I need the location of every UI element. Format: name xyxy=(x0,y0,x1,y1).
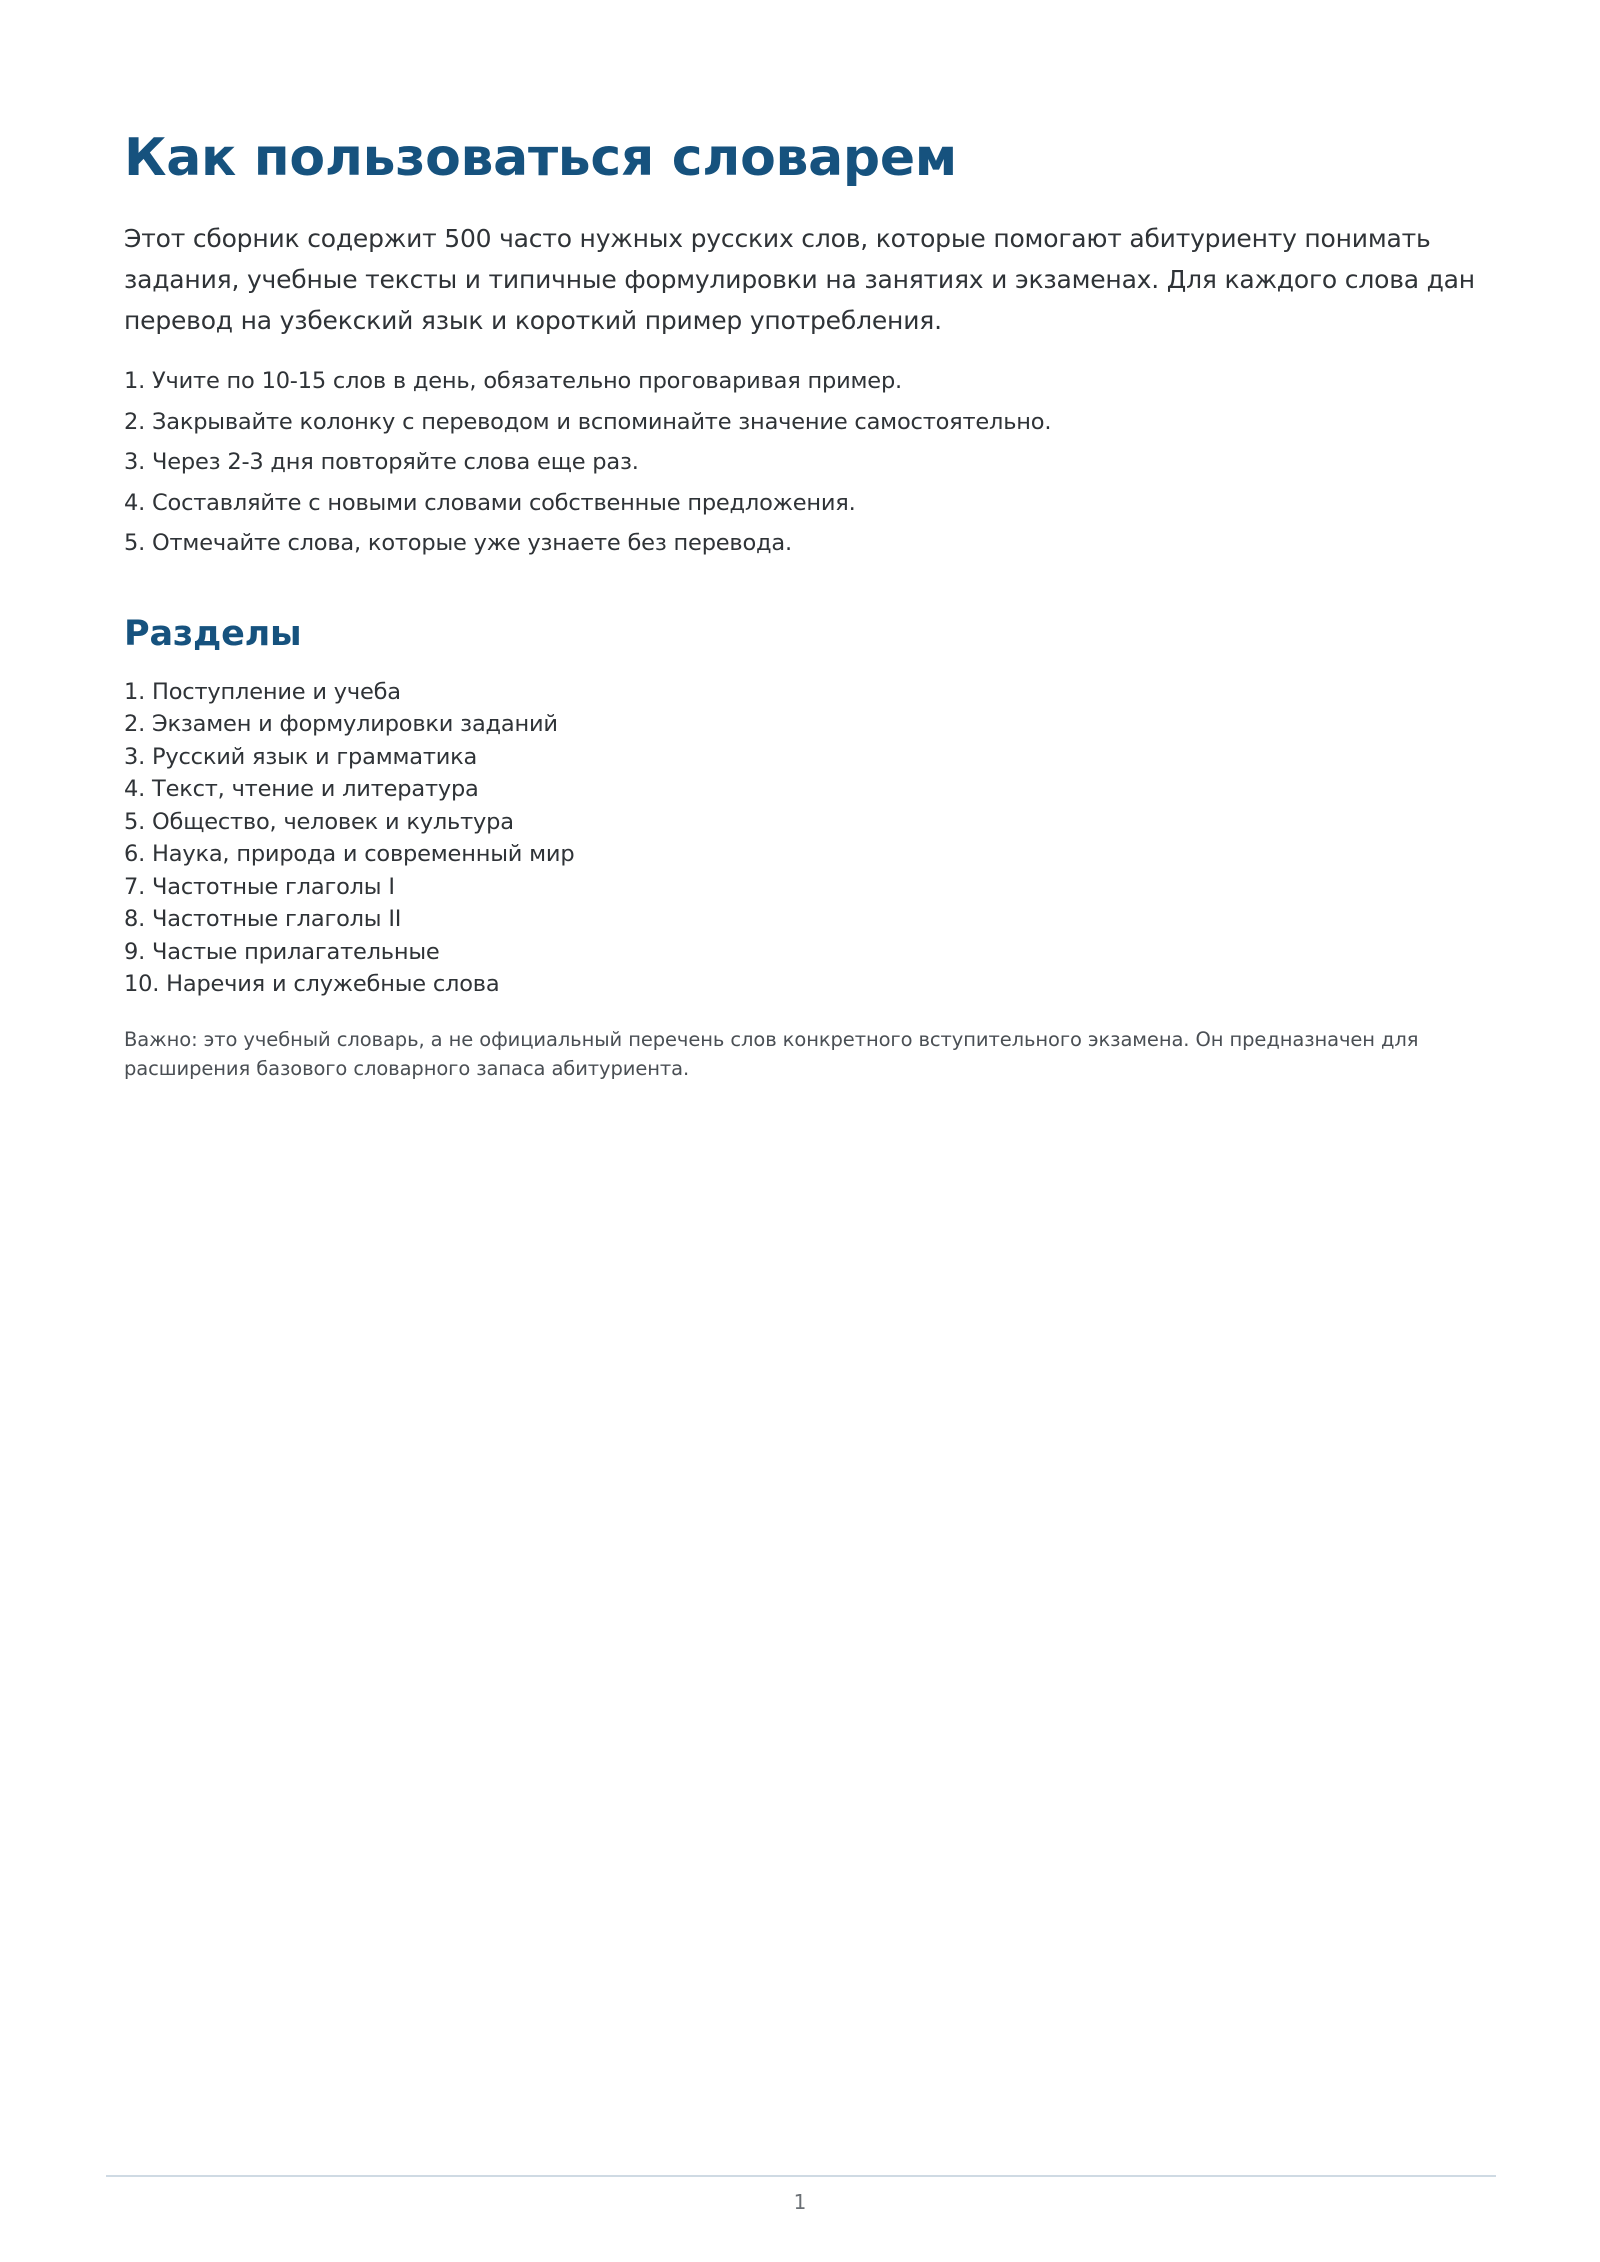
study-step: 3. Через 2-3 дня повторяйте слова еще раз. xyxy=(124,449,639,475)
study-step: 2. Закрывайте колонку с переводом и вспоминайте значение самостоятельно. xyxy=(124,408,1052,435)
study-steps-list xyxy=(124,361,1476,564)
section-item: 4. Текст, чтение и литература xyxy=(124,776,479,802)
page-title: Как пользоваться словарем xyxy=(124,128,958,188)
section-item: 9. Частые прилагательные xyxy=(124,938,440,965)
section-item: 8. Частотные глаголы II xyxy=(124,906,402,932)
section-item: 3. Русский язык и грамматика xyxy=(124,743,478,770)
sections-list xyxy=(124,676,1476,1001)
page-number: 1 xyxy=(793,2190,807,2214)
study-step: 5. Отмечайте слова, которые уже узнаете без перевода. xyxy=(124,530,792,556)
study-step: 4. Составляйте с новыми словами собственные предложения. xyxy=(124,489,856,516)
document-page xyxy=(124,118,1476,1083)
sections-heading: Разделы xyxy=(124,613,302,654)
disclaimer-note: Важно: это учебный словарь, а не официальный перечень слов конкретного вступительного экзамена. Он предназначен для расширения базового словарного запаса абитуриента. xyxy=(124,1027,1419,1080)
section-item: 10. Наречия и служебные слова xyxy=(124,971,500,997)
section-item: 7. Частотные глаголы I xyxy=(124,873,395,900)
section-item: 5. Общество, человек и культура xyxy=(124,808,514,835)
footer-divider xyxy=(106,2175,1496,2177)
section-item: 6. Наука, природа и современный мир xyxy=(124,841,575,867)
section-item: 1. Поступление и учеба xyxy=(124,678,401,705)
intro-paragraph: Этот сборник содержит 500 часто нужных русских слов, которые помогают абитуриенту понимать задания, учебные тексты и типичные формулировки на занятиях и экзаменах. Для каждого слова дан перевод на узбекский язык и короткий пример употребления. xyxy=(124,224,1475,335)
study-step: 1. Учите по 10-15 слов в день, обязательно проговаривая пример. xyxy=(124,368,902,394)
section-item: 2. Экзамен и формулировки заданий xyxy=(124,711,558,737)
